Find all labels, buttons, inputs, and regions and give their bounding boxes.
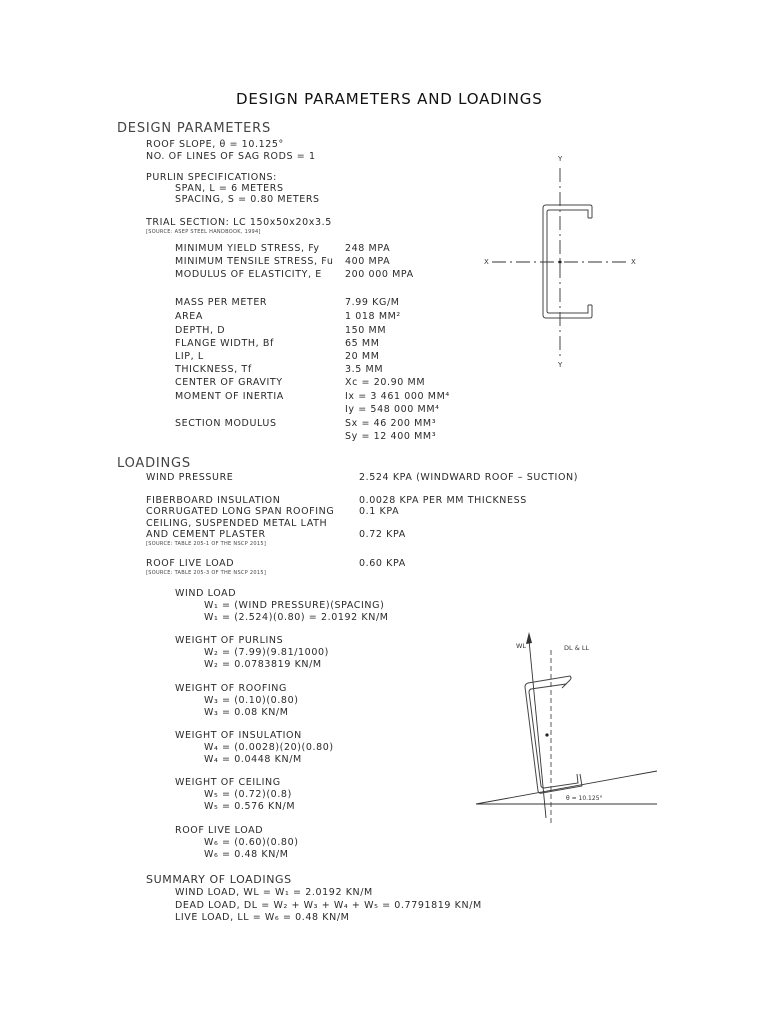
y-top-label: Y [558,155,563,163]
spacing: SPACING, S = 0.80 METERS [175,194,320,205]
purlin-slope-figure [474,628,659,828]
section-prop-value: Ix = 3 461 000 MM⁴ [345,391,450,402]
span: SPAN, L = 6 METERS [175,183,284,194]
roof-live-value: 0.60 KPA [359,558,406,569]
calc-line: W₄ = 0.0448 KN/M [204,754,302,765]
fiberboard-label: FIBERBOARD INSULATION [146,495,281,506]
prop-label: MODULUS OF ELASTICITY, E [175,269,322,280]
ceiling-label-2: AND CEMENT PLASTER [146,529,266,540]
section-prop-label: AREA [175,311,204,322]
page-title: DESIGN PARAMETERS AND LOADINGS [236,90,543,108]
sag-rods: NO. OF LINES OF SAG RODS = 1 [146,151,316,162]
summary-heading: SUMMARY OF LOADINGS [146,873,292,886]
section-prop-value: 7.99 KG/M [345,297,400,308]
calc-line: W₃ = (0.10)(0.80) [204,695,299,706]
theta-label: θ = 10.125° [566,795,603,802]
prop-label: MINIMUM YIELD STRESS, Fy [175,243,320,254]
dl-ll-label: DL & LL [564,644,590,652]
summary-dead: DEAD LOAD, DL = W₂ + W₃ + W₄ + W₅ = 0.7791819 KN/M [175,900,482,911]
purlin-centroid [545,733,548,736]
loadings-heading: LOADINGS [117,456,191,471]
calc-line: W₂ = (7.99)(9.81/1000) [204,647,329,658]
wind-pressure-label: WIND PRESSURE [146,472,234,483]
trial-source: [SOURCE: ASEP STEEL HANDBOOK, 1994] [146,229,261,235]
centroid-dot [558,260,561,263]
trial-section: TRIAL SECTION: LC 150x50x20x3.5 [146,217,332,228]
calc-heading: ROOF LIVE LOAD [175,825,264,836]
section-prop-value: Sy = 12 400 MM³ [345,431,437,442]
calc-heading: WEIGHT OF CEILING [175,777,281,788]
ceiling-label-1: CEILING, SUSPENDED METAL LATH [146,518,328,529]
purlin-inner [529,684,578,788]
section-prop-label: LIP, L [175,351,204,362]
roof-slope: ROOF SLOPE, θ = 10.125° [146,139,284,150]
calc-line: W₄ = (0.0028)(20)(0.80) [204,742,334,753]
section-prop-label: FLANGE WIDTH, Bf [175,338,274,349]
purlin-spec-label: PURLIN SPECIFICATIONS: [146,172,277,183]
calc-line: W₅ = 0.576 KN/M [204,801,296,812]
section-prop-value: 20 MM [345,351,380,362]
wl-label: WL [516,642,527,650]
calc-line: W₃ = 0.08 KN/M [204,707,289,718]
section-prop-value: 150 MM [345,325,387,336]
calc-heading: WIND LOAD [175,588,237,599]
design-parameters-heading: DESIGN PARAMETERS [117,121,272,136]
section-prop-label: THICKNESS, Tf [175,364,252,375]
y-bottom-label: Y [558,361,563,369]
section-prop-value: 65 MM [345,338,380,349]
prop-value: 248 MPA [345,243,391,254]
roofing-value: 0.1 KPA [359,506,400,517]
calc-line: W₆ = 0.48 KN/M [204,849,289,860]
channel-outer [543,205,592,318]
roof-live-label: ROOF LIVE LOAD [146,558,235,569]
section-prop-label: MOMENT OF INERTIA [175,391,284,402]
wind-pressure-value: 2.524 KPA (WINDWARD ROOF – SUCTION) [359,472,579,483]
calc-heading: WEIGHT OF INSULATION [175,730,302,741]
calc-heading: WEIGHT OF PURLINS [175,635,284,646]
calc-line: W₁ = (2.524)(0.80) = 2.0192 KN/M [204,612,389,623]
roof-live-source: [SOURCE: TABLE 205-3 OF THE NSCP 2015] [146,570,267,576]
prop-value: 200 000 MPA [345,269,414,280]
channel-section-figure [480,150,640,370]
calc-line: W₂ = 0.0783819 KN/M [204,659,322,670]
prop-value: 400 MPA [345,256,391,267]
calc-line: W₅ = (0.72)(0.8) [204,789,292,800]
summary-wind: WIND LOAD, WL = W₁ = 2.0192 KN/M [175,887,373,898]
section-prop-value: Iy = 548 000 MM⁴ [345,404,440,415]
calc-line: W₆ = (0.60)(0.80) [204,837,299,848]
purlin-outer [525,676,582,793]
ceiling-source: [SOURCE: TABLE 205-1 OF THE NSCP 2015] [146,541,267,547]
calc-line: W₁ = (WIND PRESSURE)(SPACING) [204,600,385,611]
x-left-label: X [484,258,489,266]
calc-heading: WEIGHT OF ROOFING [175,683,287,694]
section-prop-label: SECTION MODULUS [175,418,277,429]
section-prop-value: Sx = 46 200 MM³ [345,418,437,429]
roofing-label: CORRUGATED LONG SPAN ROOFING [146,506,335,517]
section-prop-value: 1 018 MM² [345,311,401,322]
x-right-label: X [631,258,636,266]
section-prop-label: DEPTH, D [175,325,226,336]
summary-live: LIVE LOAD, LL = W₆ = 0.48 KN/M [175,912,350,923]
section-prop-value: Xc = 20.90 MM [345,377,426,388]
ceiling-value: 0.72 KPA [359,529,406,540]
section-prop-value: 3.5 MM [345,364,384,375]
prop-label: MINIMUM TENSILE STRESS, Fu [175,256,334,267]
channel-inner [547,210,588,313]
wind-load-arrowhead [526,632,532,644]
section-prop-label: CENTER OF GRAVITY [175,377,283,388]
wind-load-arrow-line [529,640,546,818]
section-prop-label: MASS PER METER [175,297,268,308]
fiberboard-value: 0.0028 KPA PER MM THICKNESS [359,495,527,506]
